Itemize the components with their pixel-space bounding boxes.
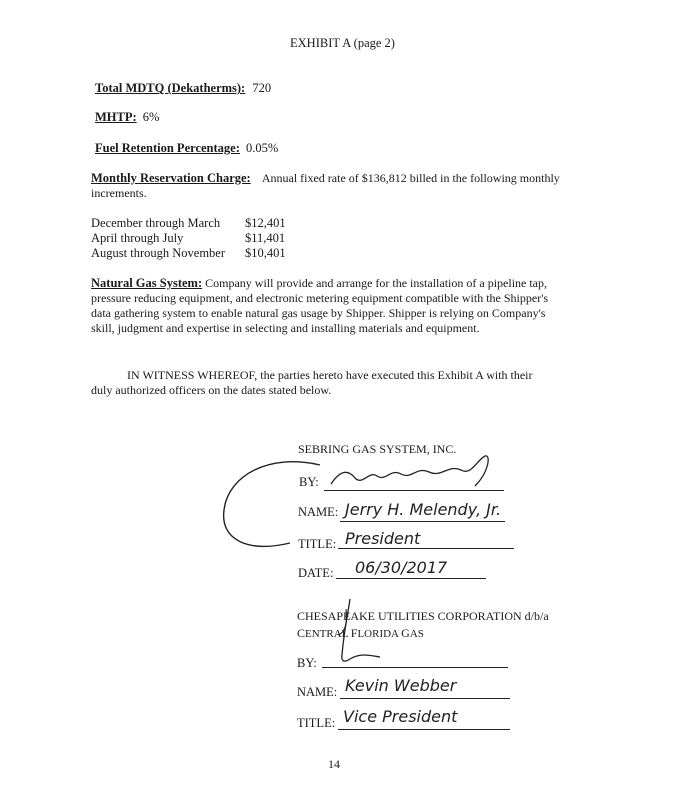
sig1-title-line xyxy=(338,548,514,549)
increment-row xyxy=(91,231,285,246)
sig1-title-label: TITLE: xyxy=(298,537,337,551)
gas-system-line: pressure reducing equipment, and electronic metering equipment compatible with the Shipper's xyxy=(91,291,549,305)
sig2-name-label: NAME: xyxy=(297,685,338,699)
sig1-title-value: President xyxy=(345,529,421,548)
sig1-date-line xyxy=(336,578,486,579)
reservation-line xyxy=(91,171,560,186)
reservation-text-cont: increments. xyxy=(91,186,147,200)
page-number: 14 xyxy=(328,757,340,771)
witness-line: IN WITNESS WHEREOF, the parties hereto have executed this Exhibit A with their xyxy=(127,368,533,382)
sig1-signature xyxy=(325,450,505,495)
sig2-by-line xyxy=(322,667,508,668)
signatory-company: CHESAPEAKE UTILITIES CORPORATION d/b/a xyxy=(297,609,549,623)
increment-amount: $11,401 xyxy=(245,231,286,245)
mhtp-line xyxy=(95,110,159,125)
sig2-title-label: TITLE: xyxy=(297,716,336,730)
gas-system-line: skill, judgment and expertise in selecting and installing materials and equipment. xyxy=(91,321,480,335)
witness-line: duly authorized officers on the dates stated below. xyxy=(91,383,332,397)
gas-system-line xyxy=(91,276,547,291)
sig2-title-line xyxy=(338,729,510,730)
sig1-date-label: DATE: xyxy=(298,566,334,580)
mdtq-label: Total MDTQ (Dekatherms): xyxy=(95,81,246,95)
sig2-signature xyxy=(320,595,400,670)
sig1-by-label: BY: xyxy=(299,475,319,489)
increment-period: August through November xyxy=(91,246,226,260)
dba-text: AS xyxy=(409,628,424,640)
dba-letter: G xyxy=(401,626,410,640)
fuel-value: 0.05% xyxy=(246,141,279,155)
sig1-date-value: 06/30/2017 xyxy=(355,558,448,577)
reservation-text: Annual fixed rate of $136,812 billed in the following monthly xyxy=(261,171,560,185)
mdtq-value: 720 xyxy=(252,81,272,95)
increment-row xyxy=(91,246,286,261)
sig1-name-value: Jerry H. Melendy, Jr. xyxy=(345,500,502,519)
mdtq-line xyxy=(95,81,271,96)
dba-text: ENTRAL xyxy=(305,628,351,640)
signatory-company: SEBRING GAS SYSTEM, INC. xyxy=(298,442,457,456)
mhtp-value: 6% xyxy=(142,110,160,124)
sig2-by-label: BY: xyxy=(297,656,317,670)
dba-letter: C xyxy=(297,626,306,640)
sig1-name-label: NAME: xyxy=(298,505,339,519)
page-title: EXHIBIT A (page 2) xyxy=(290,36,395,50)
gas-system-label: Natural Gas System: xyxy=(91,276,203,290)
increment-period: December through March xyxy=(91,216,221,230)
mhtp-label: MHTP: xyxy=(95,110,137,124)
increment-amount: $10,401 xyxy=(245,246,286,260)
dba-letter: F xyxy=(350,626,358,640)
gas-system-line: data gathering system to enable natural gas usage by Shipper. Shipper is relying on Company's xyxy=(91,306,546,320)
fuel-line xyxy=(95,141,278,156)
dba-text: LORIDA xyxy=(357,628,402,640)
gas-system-text: Company will provide and arrange for the installation of a pipeline tap, xyxy=(205,276,548,290)
sig1-name-line xyxy=(340,521,505,522)
sig2-name-line xyxy=(340,698,510,699)
reservation-label: Monthly Reservation Charge: xyxy=(91,171,251,185)
increment-period: April through July xyxy=(91,231,184,245)
increment-row xyxy=(91,216,286,231)
sig2-title-value: Vice President xyxy=(343,707,458,726)
fuel-label: Fuel Retention Percentage: xyxy=(95,141,240,155)
increment-amount: $12,401 xyxy=(245,216,286,230)
sig2-name-value: Kevin Webber xyxy=(345,676,457,695)
